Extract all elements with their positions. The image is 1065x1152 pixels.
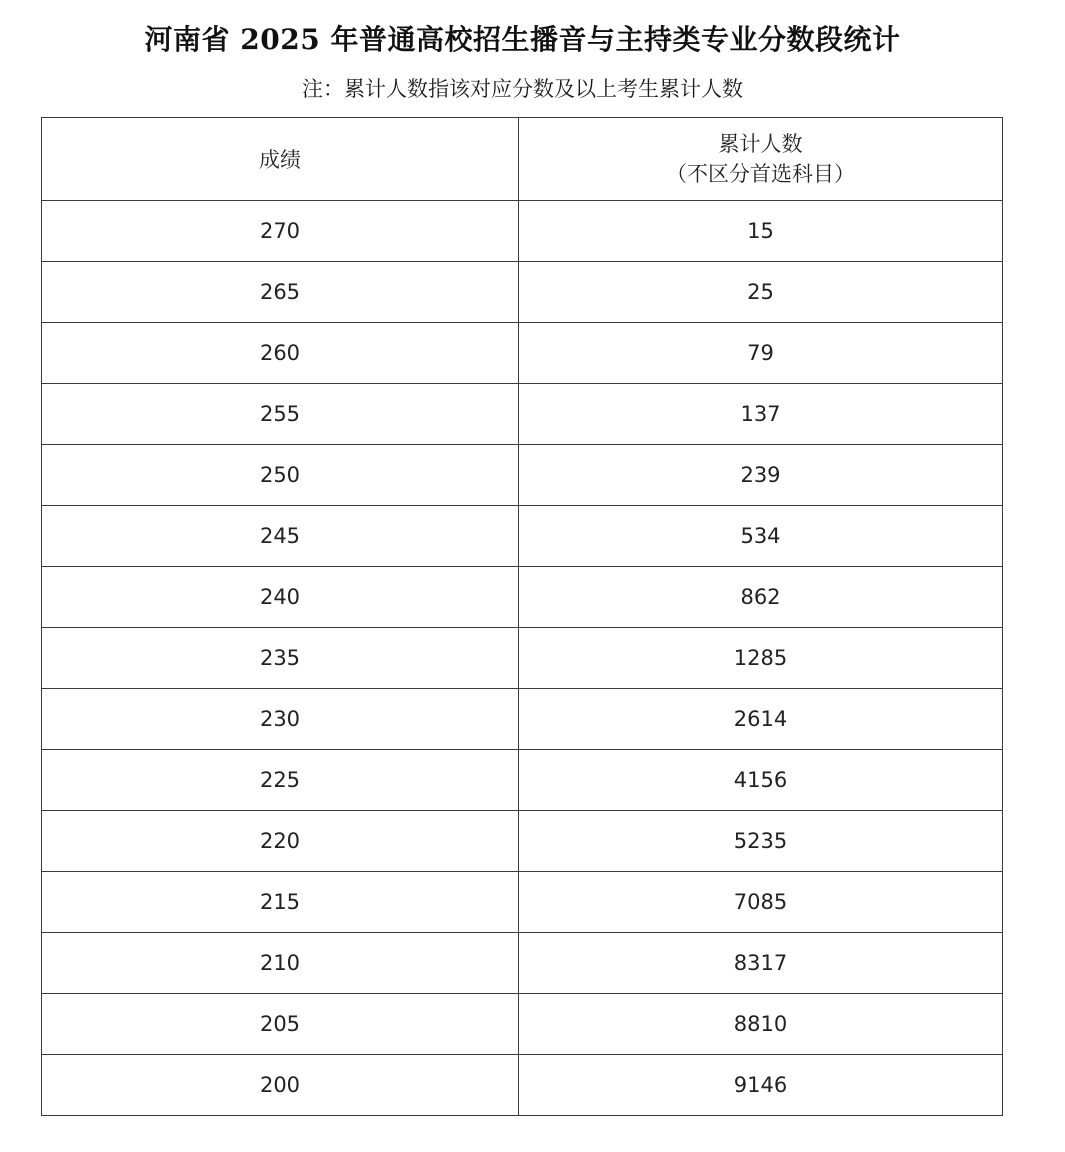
count-cell: 9146 <box>519 1055 1003 1116</box>
table-row <box>42 262 1003 323</box>
score-cell: 265 <box>42 262 519 323</box>
count-cell: 8317 <box>519 933 1003 994</box>
cumulative-column-header <box>519 118 1003 201</box>
score-column-header <box>42 118 519 201</box>
score-cell: 210 <box>42 933 519 994</box>
count-cell: 5235 <box>519 811 1003 872</box>
count-cell: 15 <box>519 201 1003 262</box>
score-cell: 230 <box>42 689 519 750</box>
table-row <box>42 872 1003 933</box>
count-cell: 862 <box>519 567 1003 628</box>
count-cell: 2614 <box>519 689 1003 750</box>
count-cell: 25 <box>519 262 1003 323</box>
table-row <box>42 933 1003 994</box>
document-title: 河南省 2025 年普通高校招生播音与主持类专业分数段统计 <box>144 23 901 56</box>
document-note: 注：累计人数指该对应分数及以上考生累计人数 <box>302 77 743 101</box>
count-cell: 137 <box>519 384 1003 445</box>
table-row <box>42 201 1003 262</box>
score-cell: 240 <box>42 567 519 628</box>
table-row <box>42 811 1003 872</box>
score-distribution-table <box>41 117 1003 1116</box>
table-row <box>42 445 1003 506</box>
count-cell: 79 <box>519 323 1003 384</box>
cumulative-header-label: 累计人数 <box>718 132 803 156</box>
score-cell: 255 <box>42 384 519 445</box>
score-cell: 235 <box>42 628 519 689</box>
count-cell: 239 <box>519 445 1003 506</box>
table-row <box>42 750 1003 811</box>
table-row <box>42 994 1003 1055</box>
score-cell: 260 <box>42 323 519 384</box>
table-row <box>42 628 1003 689</box>
table-row <box>42 1055 1003 1116</box>
count-cell: 8810 <box>519 994 1003 1055</box>
count-cell: 4156 <box>519 750 1003 811</box>
cumulative-header-sublabel: （不区分首选科目） <box>666 162 855 186</box>
score-cell: 220 <box>42 811 519 872</box>
count-cell: 534 <box>519 506 1003 567</box>
score-cell: 225 <box>42 750 519 811</box>
table-row <box>42 323 1003 384</box>
table-row <box>42 384 1003 445</box>
score-cell: 270 <box>42 201 519 262</box>
score-cell: 245 <box>42 506 519 567</box>
score-cell: 200 <box>42 1055 519 1116</box>
table-row <box>42 506 1003 567</box>
count-cell: 7085 <box>519 872 1003 933</box>
count-cell: 1285 <box>519 628 1003 689</box>
score-cell: 250 <box>42 445 519 506</box>
score-cell: 205 <box>42 994 519 1055</box>
table-header-row <box>42 118 1003 201</box>
table-row <box>42 567 1003 628</box>
table-row <box>42 689 1003 750</box>
score-header-label: 成绩 <box>259 148 301 172</box>
score-cell: 215 <box>42 872 519 933</box>
